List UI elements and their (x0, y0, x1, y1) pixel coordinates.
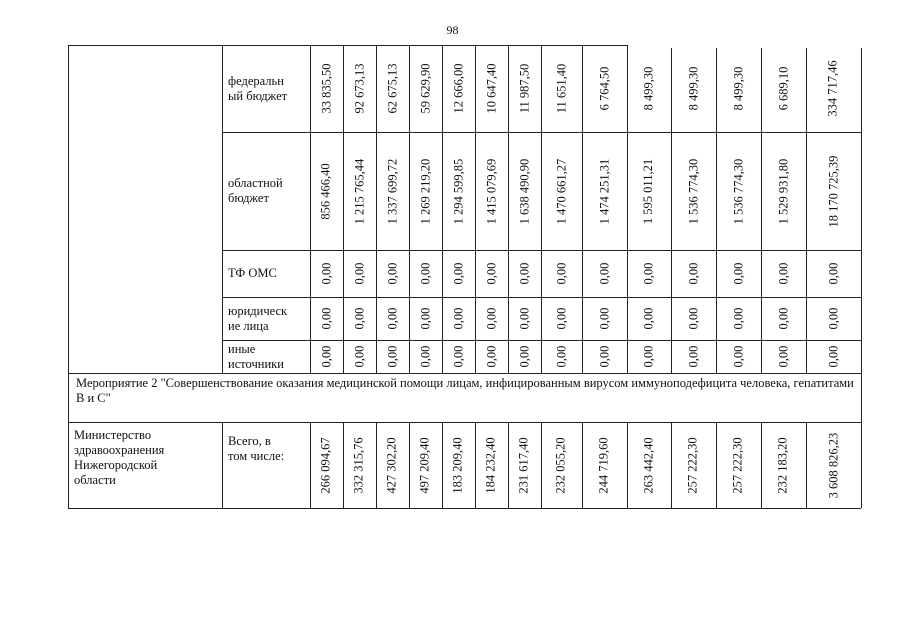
value-cell (806, 250, 861, 297)
value-cell (508, 422, 541, 508)
value-cell (442, 422, 475, 508)
value-cell-text: 332 315,76 (352, 436, 366, 494)
value-cell (671, 132, 716, 250)
value-cell (716, 132, 761, 250)
value-cell-text: 6 764,50 (597, 66, 611, 111)
value-cell-text: 257 222,30 (731, 436, 745, 494)
value-cell (582, 250, 627, 297)
row-divider (68, 373, 861, 374)
value-cell-text: 0,00 (484, 262, 498, 285)
value-cell-text: 0,00 (517, 345, 531, 368)
value-cell (541, 250, 582, 297)
value-cell-text: 1 470 661,27 (554, 158, 568, 224)
value-cell-text: 1 536 774,30 (686, 158, 700, 224)
table-border-right (861, 373, 862, 422)
value-cell-text: 0,00 (686, 262, 700, 285)
value-cell (806, 45, 861, 132)
value-cell-text: 0,00 (418, 262, 432, 285)
value-cell (310, 340, 343, 373)
value-cell-text: 1 337 699,72 (385, 158, 399, 224)
value-cell (671, 422, 716, 508)
value-cell-text: 0,00 (597, 345, 611, 368)
value-cell (409, 422, 442, 508)
value-cell (761, 297, 806, 340)
value-cell-text: 1 595 011,21 (641, 158, 656, 224)
value-cell (541, 45, 582, 132)
value-cell-text: 0,00 (554, 345, 568, 368)
funding-source-label: областной бюджет (228, 176, 283, 205)
value-cell-text: 0,00 (319, 262, 333, 285)
value-cell (376, 340, 409, 373)
value-cell-text: 0,00 (686, 307, 700, 330)
value-cell-text: 0,00 (418, 307, 432, 330)
value-cell-text: 0,00 (451, 262, 465, 285)
value-cell (627, 45, 671, 132)
value-cell-text: 11 987,50 (517, 63, 532, 114)
value-cell (671, 340, 716, 373)
value-cell-text: 0,00 (352, 345, 366, 368)
value-cell (761, 45, 806, 132)
value-cell (806, 297, 861, 340)
value-cell-text: 257 222,30 (686, 436, 700, 494)
value-cell (376, 132, 409, 250)
value-cell (582, 45, 627, 132)
value-cell (310, 250, 343, 297)
value-cell-text: 0,00 (352, 307, 366, 330)
value-cell-text: 62 675,13 (385, 63, 399, 114)
value-cell (582, 132, 627, 250)
value-cell (409, 250, 442, 297)
value-cell (376, 250, 409, 297)
value-cell (541, 422, 582, 508)
value-cell (343, 250, 376, 297)
value-cell-text: 3 608 826,23 (826, 432, 840, 498)
value-cell-text: 0,00 (776, 345, 790, 368)
value-cell (806, 422, 861, 508)
value-cell (310, 132, 343, 250)
table-border-right (861, 422, 862, 508)
value-cell-text: 8 499,30 (641, 66, 656, 111)
value-cell-text: 0,00 (686, 345, 700, 368)
value-cell-text: 0,00 (554, 307, 568, 330)
value-cell (716, 340, 761, 373)
value-cell (582, 340, 627, 373)
value-cell-text: 856 466,40 (319, 162, 333, 220)
value-cell-text: 244 719,60 (597, 436, 611, 494)
value-cell (508, 340, 541, 373)
value-cell (475, 297, 508, 340)
value-cell-text: 263 442,40 (641, 436, 656, 494)
value-cell-text: 0,00 (826, 262, 840, 285)
value-cell (627, 250, 671, 297)
value-cell (627, 132, 671, 250)
col-divider (222, 45, 223, 373)
value-cell-text: 12 666,00 (451, 63, 465, 114)
value-cell (376, 45, 409, 132)
value-cell-text: 0,00 (776, 307, 790, 330)
value-cell-text: 0,00 (826, 345, 840, 368)
value-cell (761, 132, 806, 250)
value-cell-text: 1 638 490,90 (517, 158, 531, 224)
value-cell (310, 45, 343, 132)
value-cell-text: 427 302,20 (385, 436, 399, 494)
value-cell (442, 297, 475, 340)
funding-source-label: иные источники (228, 341, 284, 371)
table-border-right (861, 48, 862, 373)
value-cell-text: 0,00 (641, 262, 656, 285)
col-divider (222, 422, 223, 508)
value-cell-text: 334 717,46 (826, 60, 840, 117)
value-cell (343, 297, 376, 340)
value-cell-text: 0,00 (385, 345, 399, 368)
value-cell (716, 422, 761, 508)
value-cell-text: 0,00 (731, 307, 745, 330)
value-cell-text: 0,00 (731, 345, 745, 368)
value-cell (475, 45, 508, 132)
value-cell (761, 250, 806, 297)
funding-source-label: федеральн ый бюджет (228, 73, 288, 103)
value-cell-text: 8 499,30 (731, 66, 745, 111)
value-cell-text: 1 294 599,85 (451, 158, 465, 224)
value-cell-text: 0,00 (826, 307, 840, 330)
value-cell-text: 0,00 (517, 262, 531, 285)
value-cell-text: 0,00 (641, 345, 656, 368)
value-cell (508, 297, 541, 340)
total-label: Всего, в том числе: (228, 434, 285, 463)
value-cell-text: 8 499,30 (686, 66, 700, 111)
value-cell (376, 297, 409, 340)
value-cell (409, 132, 442, 250)
value-cell-text: 0,00 (517, 307, 531, 330)
value-cell-text: 0,00 (352, 262, 366, 285)
value-cell-text: 497 209,40 (418, 436, 432, 494)
value-cell (627, 297, 671, 340)
value-cell-text: 1 269 219,20 (418, 158, 432, 224)
value-cell (343, 132, 376, 250)
value-cell-text: 6 689,10 (776, 66, 790, 111)
value-cell (343, 340, 376, 373)
value-cell (716, 250, 761, 297)
value-cell (475, 132, 508, 250)
value-cell-text: 0,00 (451, 307, 465, 330)
value-cell-text: 183 209,40 (451, 436, 465, 494)
value-cell-text: 232 183,20 (776, 436, 790, 494)
value-cell (671, 45, 716, 132)
value-cell (343, 422, 376, 508)
value-cell (761, 340, 806, 373)
value-cell (508, 45, 541, 132)
value-cell (671, 297, 716, 340)
value-cell (475, 422, 508, 508)
value-cell (761, 422, 806, 508)
value-cell (343, 45, 376, 132)
value-cell-text: 1 474 251,31 (597, 158, 611, 224)
value-cell (475, 250, 508, 297)
value-cell (508, 132, 541, 250)
value-cell (541, 340, 582, 373)
funding-source-label: юридическ ие лица (228, 303, 288, 333)
value-cell (409, 45, 442, 132)
value-cell (627, 340, 671, 373)
value-cell-text: 232 055,20 (554, 436, 568, 494)
value-cell (541, 297, 582, 340)
value-cell-text: 59 629,90 (418, 63, 432, 114)
value-cell (442, 250, 475, 297)
value-cell (442, 132, 475, 250)
value-cell-text: 1 536 774,30 (731, 158, 745, 224)
value-cell-text: 0,00 (641, 307, 656, 330)
value-cell-text: 0,00 (319, 345, 333, 368)
value-cell (716, 297, 761, 340)
page-number: 98 (446, 23, 459, 37)
value-cell-text: 266 094,67 (319, 436, 333, 494)
value-cell-text: 33 835,50 (319, 63, 333, 114)
value-cell (671, 250, 716, 297)
value-cell-text: 0,00 (484, 345, 498, 368)
value-cell (508, 250, 541, 297)
value-cell (806, 340, 861, 373)
value-cell (376, 422, 409, 508)
value-cell (310, 297, 343, 340)
value-cell-text: 184 232,40 (484, 436, 498, 494)
value-cell-text: 11 651,40 (554, 63, 569, 114)
table-border-left (68, 45, 69, 508)
value-cell-text: 0,00 (554, 262, 568, 285)
table-border-bottom (68, 508, 861, 509)
value-cell (627, 422, 671, 508)
value-cell-text: 0,00 (776, 262, 790, 285)
value-cell (716, 45, 761, 132)
value-cell-text: 0,00 (385, 262, 399, 285)
value-cell-text: 0,00 (418, 345, 432, 368)
value-cell-text: 1 215 765,44 (352, 158, 366, 224)
value-cell (582, 422, 627, 508)
value-cell-text: 0,00 (319, 307, 333, 330)
value-cell-text: 0,00 (597, 307, 611, 330)
value-cell-text: 10 647,40 (484, 63, 498, 114)
value-cell (582, 297, 627, 340)
value-cell-text: 0,00 (484, 307, 498, 330)
value-cell-text: 18 170 725,39 (826, 155, 840, 227)
value-cell-text: 0,00 (451, 345, 465, 368)
value-cell (409, 340, 442, 373)
value-cell-text: 0,00 (731, 262, 745, 285)
value-cell-text: 1 529 931,80 (776, 158, 790, 224)
value-cell-text: 92 673,13 (352, 63, 366, 114)
value-cell (475, 340, 508, 373)
value-cell (310, 422, 343, 508)
funding-source-label: ТФ ОМС (228, 266, 277, 280)
value-cell (806, 132, 861, 250)
value-cell-text: 1 415 079,69 (484, 158, 498, 224)
value-cell-text: 0,00 (597, 262, 611, 285)
value-cell (409, 297, 442, 340)
value-cell (442, 45, 475, 132)
value-cell (442, 340, 475, 373)
value-cell (541, 132, 582, 250)
ministry-name: Министерство здравоохранения Нижегородской области (74, 428, 165, 487)
event-title: Мероприятие 2 "Совершенствование оказания медицинской помощи лицам, инфицированным вирусом иммуноподефицита человека, гепатитами В и С" (76, 376, 854, 405)
value-cell-text: 0,00 (385, 307, 399, 330)
value-cell-text: 231 617,40 (517, 436, 531, 494)
